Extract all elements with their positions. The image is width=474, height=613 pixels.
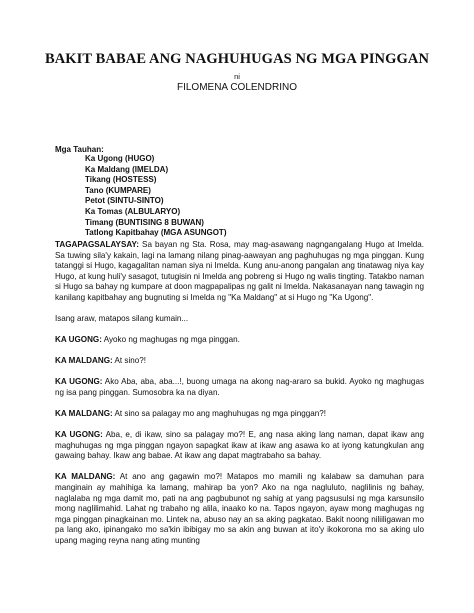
paragraph-text: Isang araw, matapos silang kumain... [55, 314, 189, 324]
cast-item: Tano (KUMPARE) [85, 185, 151, 195]
paragraph-text: Ayoko ng maghugas ng mga pinggan. [101, 335, 240, 345]
cast-item: Timang (BUNTISING 8 BUWAN) [85, 217, 204, 227]
paragraph-text: Ako Aba, aba, aba...!, buong umaga na akong nag-araro sa bukid. Ayoko ng maghugas ng isa pang pinggan. Sumosobra ka na diyan. [55, 377, 424, 397]
cast-item: Petot (SINTU-SINTO) [85, 196, 164, 206]
author-name: FILOMENA COLENDRINO [176, 82, 298, 93]
speaker-label: KA MALDANG: [55, 472, 116, 482]
paragraph-text: Sa bayan ng Sta. Rosa, may mag-asawang nagngangalang Hugo at Imelda. Sa tuwing sila'y kakain, lagi na lamang nilang pinag-aawayan ang paghuhugas ng mga pinggan. Kung tatanggi si Hugo, kagagalitan naman siya ni Imelda. Kung anu-anong pangalan ang tinatawag niya kay Hugo, at kung huli'y sasagot, tutugisin ni Imelda ang pobreng si Hugo ng walis tingting. Tatakbo naman si Hugo sa bahay ng kumpare at doon magpapalipas ng galit ni Imelda. Nakasanayan nang tawagin ng kanilang kapitbahay ang bugnuting si Imelda ng "Ka Maldang" at si Hugo ng "Ka Ugong". [55, 240, 424, 302]
byline: ni [234, 72, 240, 81]
paragraph-text: At sino?! [112, 356, 146, 366]
paragraph-text: At ano ang gagawin mo?! Matapos mo mamili ng kalabaw sa damuhan para manginain ay mahihiga ka lamang, mahirap ba yon? Ako na nga nagluluto, naglilinis ng bahay, naglalaba ng mga damit mo, pati na ang pagbubunot ng sahig at yang pagsusulsi ng mga karsunsilo mong naglilimahid. Lahat ng trabaho ng alila, inaako ko na. Tapos ngayon, ayaw mong maghugas ng mga pinggan pinagkainan mo. Lintek na, abuso nay an sa aking pagkatao. Bakit noong niliiligawan mo pa lang ako, ipinangako mo sa'kin ibibigay mo sa akin ang buwan at ito'y ikokorona mo sa aking ulo upang maging reyna nang ating munting [55, 472, 424, 545]
page-title: BAKIT BABAE ANG NAGHUHUGAS NG MGA PINGGAN [44, 51, 430, 67]
speaker-label: KA UGONG: [55, 377, 103, 387]
paragraph [55, 409, 424, 420]
cast-item: Tikang (HOSTESS) [85, 175, 157, 185]
cast-item: Ka Ugong (HUGO) [85, 154, 155, 163]
paragraph [55, 356, 424, 367]
paragraph [55, 430, 424, 462]
cast-item: Tatlong Kapitbahay (MGA ASUNGOT) [85, 228, 227, 238]
paragraph-text: Aba, e, di ikaw, sino sa palagay mo?! E, ang nasa aking lang naman, dapat ikaw ang maghuhugas ng mga pinggan ngayon sapagkat ikaw at ikaw ang asawa ko at iyong katungkulan ang gawaing bahay. Ikaw ang babae. At ikaw ang dapat magtrabaho sa bahay. [55, 430, 425, 461]
paragraph-text: At sino sa palagay mo ang maghuhugas ng mga pinggan?! [112, 409, 326, 419]
speaker-label: KA MALDANG: [55, 356, 113, 366]
paragraph [55, 335, 424, 346]
cast-list [85, 154, 226, 239]
speaker-label: TAGAPAGSALAYSAY: [55, 240, 139, 249]
cast-item: Ka Tomas (ALBULARYO) [85, 206, 181, 216]
speaker-label: KA MALDANG: [55, 409, 113, 419]
script-body [55, 240, 424, 557]
paragraph [55, 314, 424, 325]
paragraph [55, 472, 424, 546]
cast-item: Ka Maldang (IMELDA) [85, 164, 169, 174]
speaker-label: KA UGONG: [55, 430, 103, 440]
paragraph [55, 377, 424, 398]
paragraph [55, 240, 424, 304]
speaker-label: KA UGONG: [55, 335, 102, 345]
cast-heading: Mga Tauhan: [55, 145, 104, 154]
